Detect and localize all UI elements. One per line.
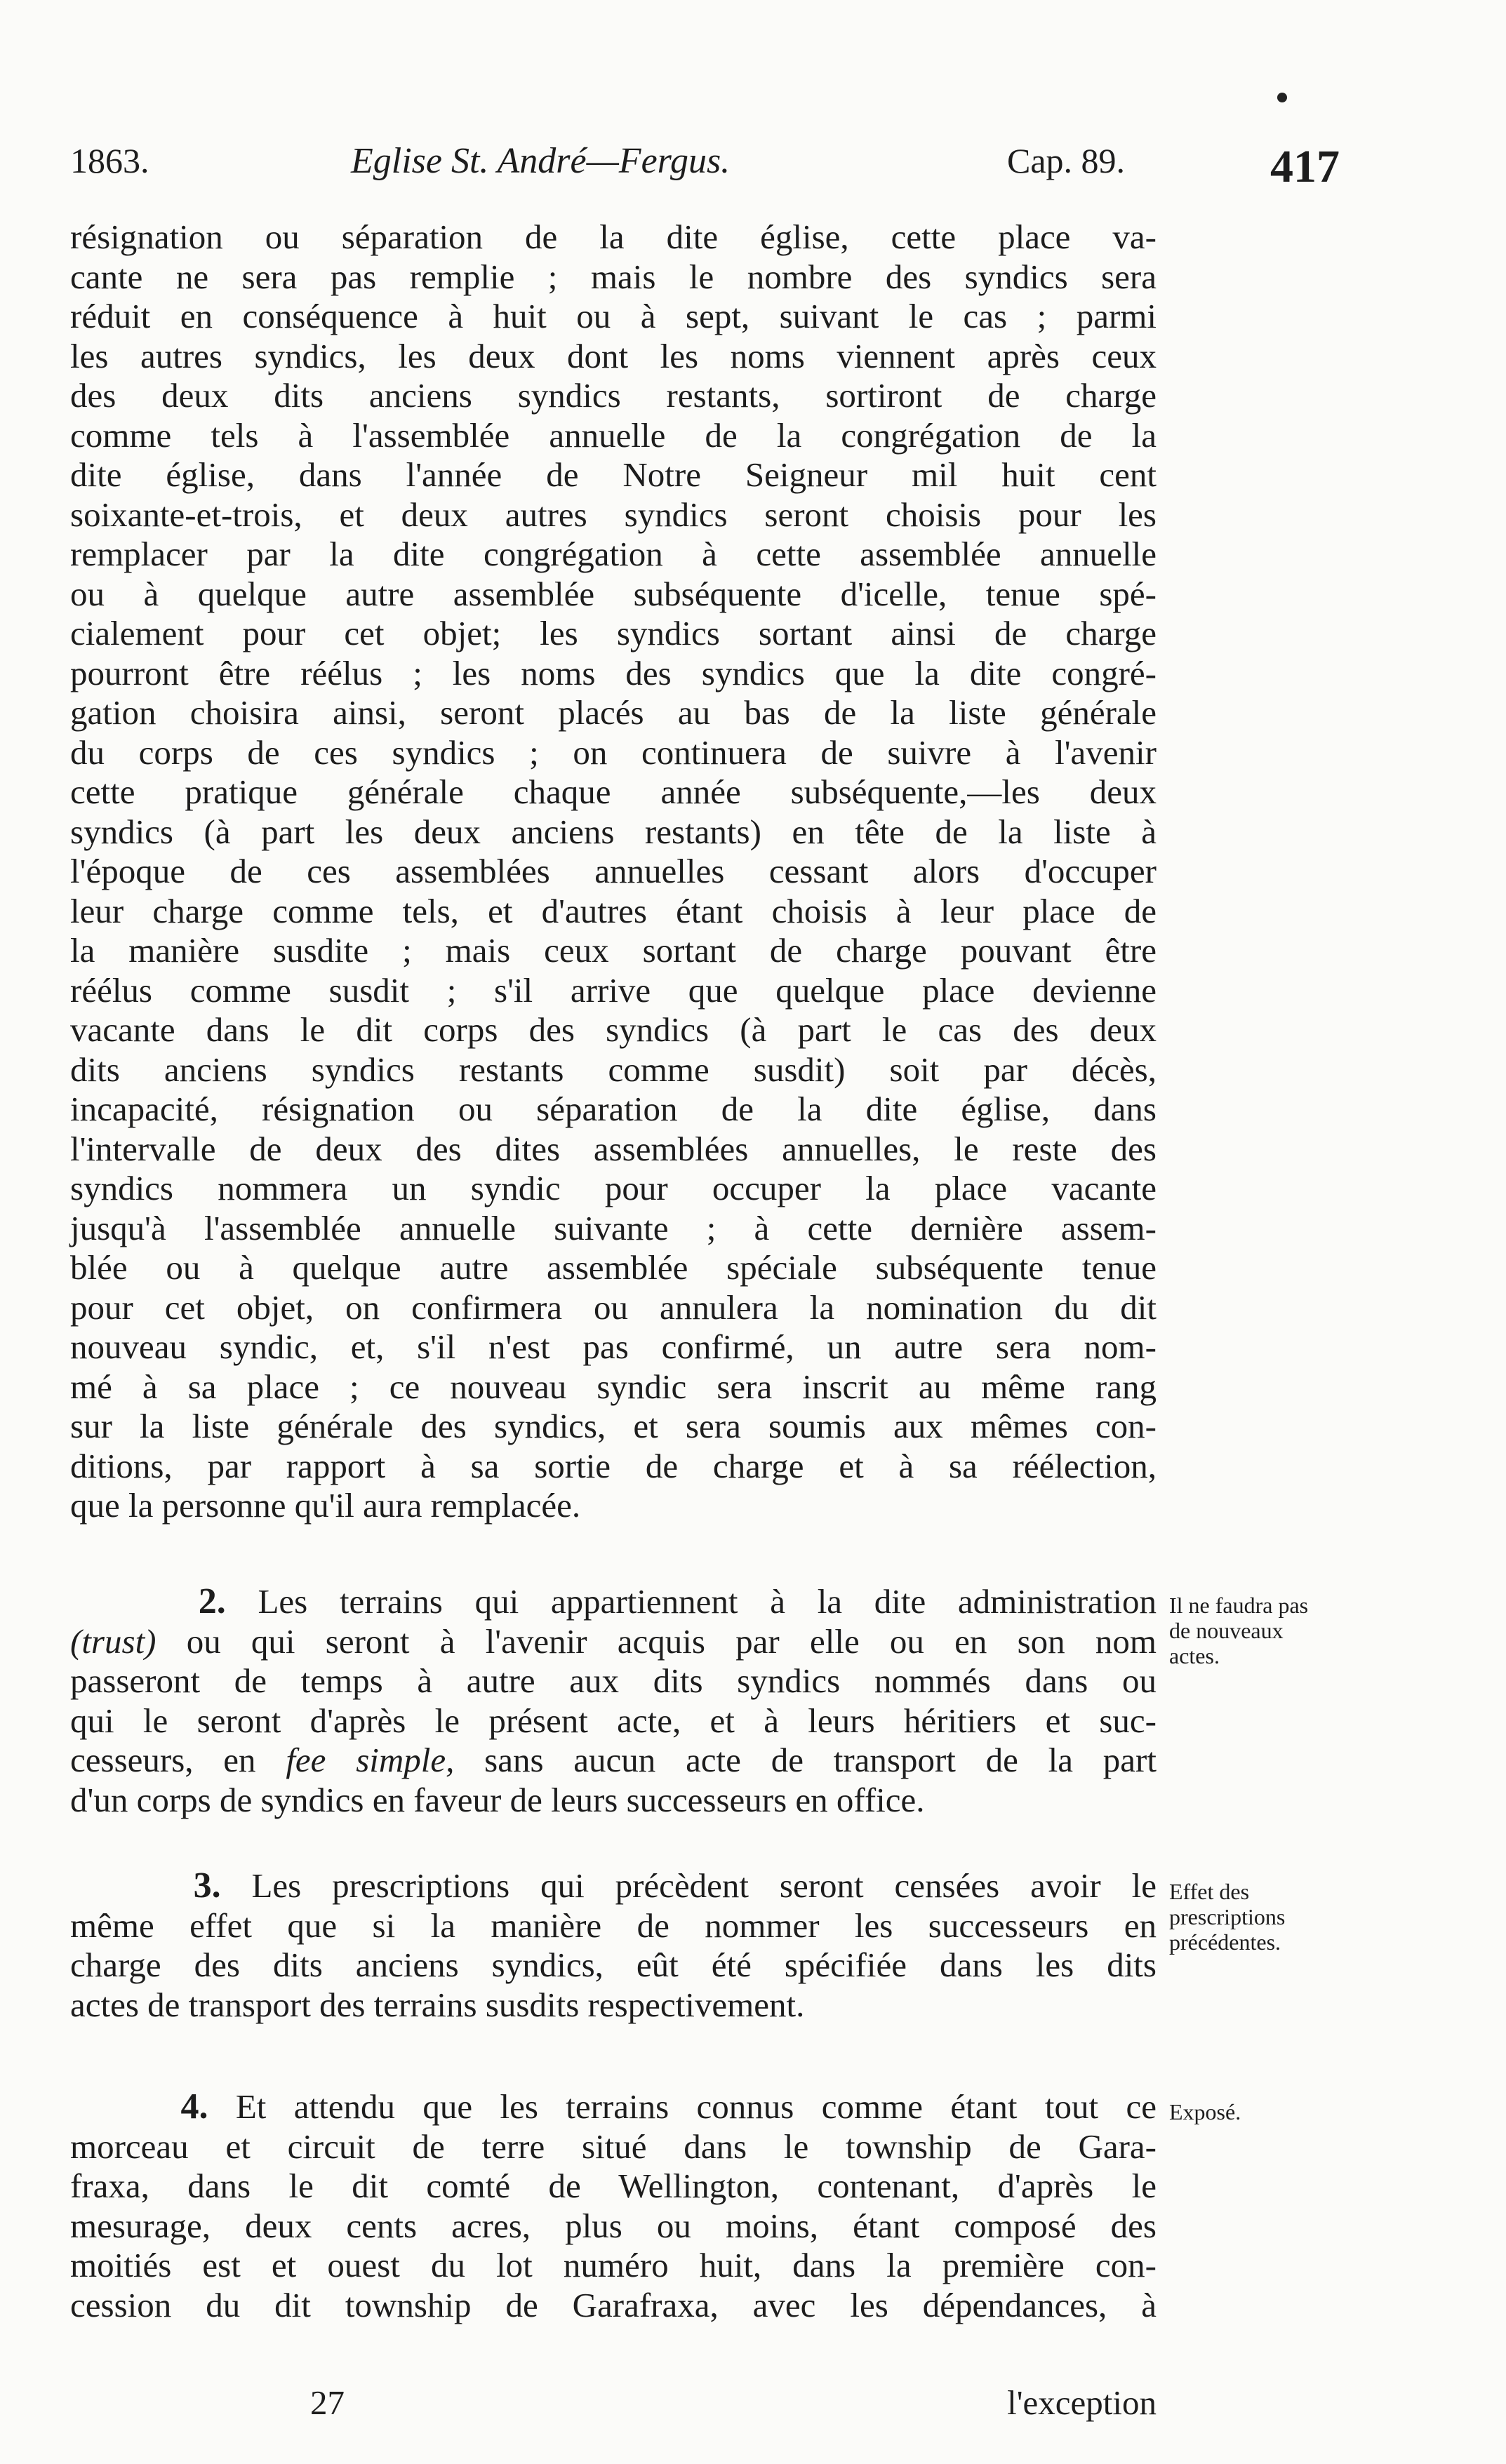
text-line [70, 1582, 1157, 1622]
margin-note-3 [1169, 1879, 1380, 1955]
margin-note-line: précédentes. [1169, 1929, 1281, 1955]
text-line: ditions, par rapport à sa sortie de charge et à sa réélection, [70, 1446, 1157, 1485]
text-line: qui le seront d'après le présent acte, et à leurs héritiers et suc- [70, 1701, 1157, 1740]
page-number: 417 [1270, 141, 1340, 192]
section-number: 3. [193, 1866, 221, 1906]
text-line: d'un corps de syndics en faveur de leurs successeurs en office. [70, 1780, 925, 1819]
text-segment: ou qui seront à l'avenir acquis par elle ou en son nom [156, 1621, 1157, 1661]
text-line: jusqu'à l'assemblée annuelle suivante ; à cette dernière assem- [70, 1208, 1157, 1247]
margin-note-line: Exposé. [1169, 2099, 1241, 2124]
text-line: vacante dans le dit corps des syndics (à part le cas des deux [70, 1010, 1157, 1049]
text-line: les autres syndics, les deux dont les noms viennent après ceux [70, 336, 1157, 375]
text-line: comme tels à l'assemblée annuelle de la congrégation de la [70, 415, 1157, 455]
text-line: nouveau syndic, et, s'il n'est pas confirmé, un autre sera nom- [70, 1327, 1157, 1366]
signature-mark: 27 [310, 2383, 345, 2422]
header-chapter: Cap. 89. [1007, 141, 1126, 180]
text-line: fraxa, dans le dit comté de Wellington, contenant, d'après le [70, 2167, 1157, 2205]
running-header [70, 140, 1375, 196]
text-line: passeront de temps à autre aux dits syndics nommés dans ou [70, 1661, 1157, 1700]
text-line: même effet que si la manière de nommer les successeurs en [70, 1906, 1157, 1945]
text-line: moitiés est et ouest du lot numéro huit, dans la première con- [70, 2246, 1157, 2284]
text-line [70, 1866, 1157, 1906]
text-segment: sans aucun acte de transport de la part [454, 1741, 1157, 1779]
text-line: réélus comme susdit ; s'il arrive que quelque place devienne [70, 970, 1157, 1010]
text-line [70, 1622, 1157, 1662]
section-number: 4. [180, 2087, 208, 2127]
paragraph-continuation [70, 217, 1157, 1526]
text-line: ou à quelque autre assemblée subséquente d'icelle, tenue spé- [70, 574, 1157, 613]
header-title: Eglise St. André—Fergus. [351, 141, 731, 181]
text-line: charge des dits anciens syndics, eût été spécifiée dans les dits [70, 1946, 1157, 1984]
text-line [70, 1741, 1157, 1781]
text-line: gation choisira ainsi, seront placés au bas de la liste générale [70, 693, 1157, 732]
text-line: cette pratique générale chaque année subséquente,—les deux [70, 772, 1157, 811]
text-segment: Les prescriptions qui précèdent seront censées avoir le [251, 1866, 1157, 1905]
text-line: cession du dit township de Garafraxa, avec les dépendances, à [70, 2285, 1157, 2324]
italic-term: fee simple, [286, 1741, 455, 1779]
text-line: incapacité, résignation ou séparation de la dite église, dans [70, 1090, 1157, 1128]
margin-note-line: Effet des [1169, 1879, 1250, 1904]
text-line: la manière susdite ; mais ceux sortant de charge pouvant être [70, 931, 1157, 970]
text-line: mesurage, deux cents acres, plus ou moins, étant composé des [70, 2206, 1157, 2245]
section-2 [70, 1582, 1157, 1820]
text-line: leur charge comme tels, et d'autres étant choisis à leur place de [70, 891, 1157, 930]
text-line: l'époque de ces assemblées annuelles cessant alors d'occuper [70, 852, 1157, 890]
section-number: 2. [198, 1581, 226, 1621]
text-line: réduit en conséquence à huit ou à sept, suivant le cas ; parmi [70, 297, 1157, 335]
text-line: résignation ou séparation de la dite église, cette place va- [70, 217, 1157, 256]
margin-note-line: prescriptions [1169, 1904, 1286, 1929]
text-line: actes de transport des terrains susdits respectivement. [70, 1985, 805, 2024]
text-line: mé à sa place ; ce nouveau syndic sera inscrit au même rang [70, 1367, 1157, 1406]
text-line: l'intervalle de deux des dites assemblées annuelles, le reste des [70, 1129, 1157, 1168]
margin-note-line: de nouveaux [1169, 1618, 1284, 1643]
text-line: morceau et circuit de terre situé dans le township de Gara- [70, 2127, 1157, 2166]
text-line: syndics (à part les deux anciens restants) en tête de la liste à [70, 812, 1157, 851]
margin-note-line: Il ne faudra pas [1169, 1593, 1309, 1618]
text-line: dite église, dans l'année de Notre Seigneur mil huit cent [70, 455, 1157, 494]
italic-term: (trust) [70, 1621, 156, 1661]
ink-dot [1277, 93, 1287, 102]
text-line [70, 2087, 1157, 2127]
header-year: 1863. [70, 141, 149, 180]
text-line: syndics nommera un syndic pour occuper la place vacante [70, 1169, 1157, 1207]
text-line: que la personne qu'il aura remplacée. [70, 1486, 581, 1525]
text-line: sur la liste générale des syndics, et sera soumis aux mêmes con- [70, 1407, 1157, 1445]
page-footer [70, 2383, 1157, 2425]
text-segment: Et attendu que les terrains connus comme étant tout ce [235, 2087, 1157, 2126]
section-3 [70, 1866, 1157, 2025]
text-segment: Les terrains qui appartiennent à la dite administration [258, 1582, 1157, 1621]
margin-note-line: actes. [1169, 1643, 1220, 1668]
text-line: blée ou à quelque autre assemblée spéciale subséquente tenue [70, 1248, 1157, 1287]
text-segment: cesseurs, en [70, 1741, 286, 1779]
text-line: soixante-et-trois, et deux autres syndics seront choisis pour les [70, 495, 1157, 534]
text-line: dits anciens syndics restants comme susdit) soit par décès, [70, 1050, 1157, 1089]
margin-note-4 [1169, 2099, 1380, 2124]
catchword: l'exception [1007, 2383, 1157, 2422]
margin-note-2 [1169, 1593, 1380, 1668]
text-line: cante ne sera pas remplie ; mais le nombre des syndics sera [70, 257, 1157, 296]
text-line: du corps de ces syndics ; on continuera de suivre à l'avenir [70, 732, 1157, 772]
text-line: cialement pour cet objet; les syndics sortant ainsi de charge [70, 614, 1157, 652]
text-line: pourront être réélus ; les noms des syndics que la dite congré- [70, 653, 1157, 692]
text-line: pour cet objet, on confirmera ou annulera la nomination du dit [70, 1287, 1157, 1327]
section-4 [70, 2087, 1157, 2325]
text-line: remplacer par la dite congrégation à cette assemblée annuelle [70, 535, 1157, 573]
text-line: des deux dits anciens syndics restants, sortiront de charge [70, 376, 1157, 415]
